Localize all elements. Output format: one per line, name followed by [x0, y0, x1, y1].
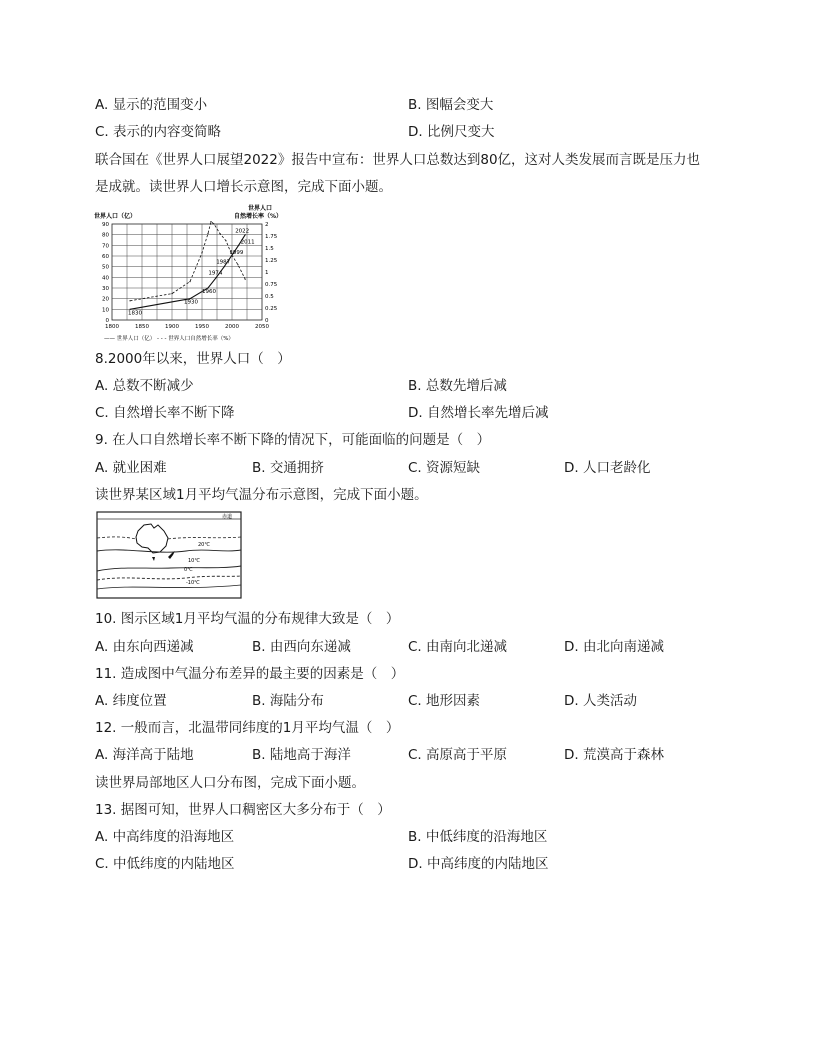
growth-rate-point	[213, 223, 214, 224]
q7-option-d: D. 比例尺变大	[408, 124, 495, 140]
y-left-tick-label: 10	[102, 307, 109, 314]
growth-rate-point	[237, 264, 238, 265]
growth-rate-point	[210, 221, 211, 222]
q9-option-d: D. 人口老龄化	[564, 460, 651, 476]
growth-rate-point	[129, 300, 130, 301]
year-label: 1930	[184, 299, 198, 306]
year-label: 1974	[208, 270, 223, 277]
x-tick-label: 1800	[105, 324, 119, 330]
q12-option-a: A. 海洋高于陆地	[95, 747, 194, 763]
x-tick-label: 1950	[195, 324, 209, 330]
q9-option-b: B. 交通拥挤	[252, 460, 324, 476]
y-left-tick-label: 20	[102, 296, 109, 303]
right-axis-title-2: 自然增长率（%）	[234, 213, 283, 220]
q10-option-b: B. 由西向东递减	[252, 639, 351, 655]
australia-landmass	[136, 524, 168, 553]
q11-option-a: A. 纬度位置	[95, 693, 167, 709]
q10-option-c: C. 由南向北递减	[408, 639, 508, 655]
year-label: 1987	[216, 259, 231, 266]
isotherm-label-minus-10: -10℃	[186, 580, 200, 586]
year-label: 1960	[202, 289, 216, 295]
q13-option-b: B. 中低纬度的沿海地区	[408, 829, 548, 845]
population-point	[238, 245, 239, 246]
y-right-tick-label: 2	[265, 222, 269, 228]
q8-option-d: D. 自然增长率先增后减	[408, 405, 549, 421]
equator-label: 赤道	[222, 514, 233, 520]
q13-stem: 13. 据图可知，世界人口稠密区大多分布于（ ）	[95, 802, 391, 818]
population-chart-svg	[92, 202, 292, 344]
q8-option-a: A. 总数不断减少	[95, 378, 194, 394]
right-axis-title-1: 世界人口	[248, 205, 273, 212]
population-point	[224, 266, 225, 267]
temperature-map	[96, 511, 244, 601]
year-label: 2011	[240, 239, 255, 246]
q8-option-c: C. 自然增长率不断下降	[95, 405, 235, 421]
q7-option-a: A. 显示的范围变小	[95, 97, 208, 113]
y-right-tick-label: 1.5	[265, 246, 274, 252]
temperature-map-svg	[96, 511, 244, 601]
q7-option-b: B. 图幅会变大	[408, 97, 494, 113]
q9-option-c: C. 资源短缺	[408, 460, 481, 476]
q9-option-a: A. 就业困难	[95, 460, 167, 476]
y-left-tick-label: 90	[102, 222, 109, 228]
chart-year-labels	[128, 229, 255, 317]
population-chart	[92, 202, 292, 344]
q11-option-d: D. 人类活动	[564, 693, 637, 709]
left-axis-title: 世界人口（亿）	[94, 213, 137, 220]
y-right-tick-label: 1.75	[265, 234, 278, 240]
q8-option-b: B. 总数先增后减	[408, 378, 507, 394]
population-point	[216, 277, 217, 278]
y-left-tick-label: 40	[102, 275, 109, 282]
q10-option-a: A. 由东向西递减	[95, 639, 194, 655]
growth-rate-point	[201, 252, 202, 253]
isotherm-0	[97, 566, 241, 571]
y-right-tick-label: 1	[265, 270, 269, 276]
q11-option-b: B. 海陆分布	[252, 693, 324, 709]
y-left-tick-label: 50	[102, 264, 109, 271]
growth-rate-point	[225, 240, 226, 241]
isotherm-label-10: 10℃	[188, 558, 200, 564]
isotherm-minus-10	[97, 576, 241, 580]
q9-stem: 9. 在人口自然增长率不断下降的情况下，可能面临的问题是（ ）	[95, 432, 491, 448]
growth-rate-point	[245, 279, 246, 280]
q12-option-b: B. 陆地高于海洋	[252, 747, 351, 763]
y-right-tick-label: 0.25	[265, 306, 278, 312]
q7-option-c: C. 表示的内容变简略	[95, 124, 222, 140]
x-tick-label: 1850	[135, 324, 149, 330]
isotherm-10	[97, 550, 241, 552]
q11-stem: 11. 造成图中气温分布差异的最主要的因素是（ ）	[95, 666, 405, 682]
intro-temperature: 读世界某区域1月平均气温分布示意图，完成下面小题。	[95, 487, 428, 503]
y-left-tick-label: 0	[105, 318, 109, 324]
isotherm-bottom	[97, 585, 241, 589]
q13-option-c: C. 中低纬度的内陆地区	[95, 856, 235, 872]
x-tick-label: 1900	[165, 324, 179, 330]
growth-rate-point	[171, 293, 172, 294]
x-tick-label: 2000	[225, 324, 239, 330]
isotherm-20	[97, 537, 241, 539]
y-left-tick-label: 70	[102, 243, 109, 250]
q13-option-d: D. 中高纬度的内陆地区	[408, 856, 549, 872]
y-right-tick-label: 1.25	[265, 258, 278, 264]
y-right-tick-label: 0.75	[265, 282, 278, 288]
intro-population-line1: 联合国在《世界人口展望2022》报告中宣布：世界人口总数达到80亿，这对人类发展而言既是压力也	[95, 152, 701, 168]
year-label: 1999	[229, 250, 244, 256]
intro-distribution: 读世界局部地区人口分布图，完成下面小题。	[95, 775, 365, 791]
q12-option-c: C. 高原高于平原	[408, 747, 508, 763]
y-right-tick-label: 0.5	[265, 294, 274, 300]
isotherm-label-0: 0℃	[184, 567, 193, 573]
q13-option-a: A. 中高纬度的沿海地区	[95, 829, 235, 845]
y-left-tick-label: 80	[102, 232, 109, 239]
year-label: 2022	[235, 228, 250, 235]
isotherm-label-20: 20℃	[198, 542, 210, 548]
q11-option-c: C. 地形因素	[408, 693, 481, 709]
x-tick-label: 2050	[255, 324, 269, 330]
chart-legend: —— 世界人口（亿） - - - 世界人口自然增长率（%）	[104, 336, 234, 342]
growth-rate-point	[207, 233, 208, 234]
q10-stem: 10. 图示区域1月平均气温的分布规律大致是（ ）	[95, 611, 400, 627]
map-frame	[97, 512, 241, 598]
y-right-tick-label: 0	[265, 318, 269, 324]
growth-rate-point	[219, 233, 220, 234]
tasmania-landmass	[152, 557, 155, 561]
q12-option-d: D. 荒漠高于森林	[564, 747, 664, 763]
intro-population-line2: 是成就。读世界人口增长示意图，完成下面小题。	[95, 179, 392, 195]
q8-stem: 8.2000年以来，世界人口（ ）	[95, 351, 291, 367]
y-left-tick-label: 30	[102, 286, 109, 292]
q10-option-d: D. 由北向南递减	[564, 639, 664, 655]
q12-stem: 12. 一般而言，北温带同纬度的1月平均气温（ ）	[95, 720, 400, 736]
growth-rate-point	[189, 281, 190, 282]
year-label: 1830	[128, 310, 142, 317]
y-left-tick-label: 60	[102, 254, 109, 260]
